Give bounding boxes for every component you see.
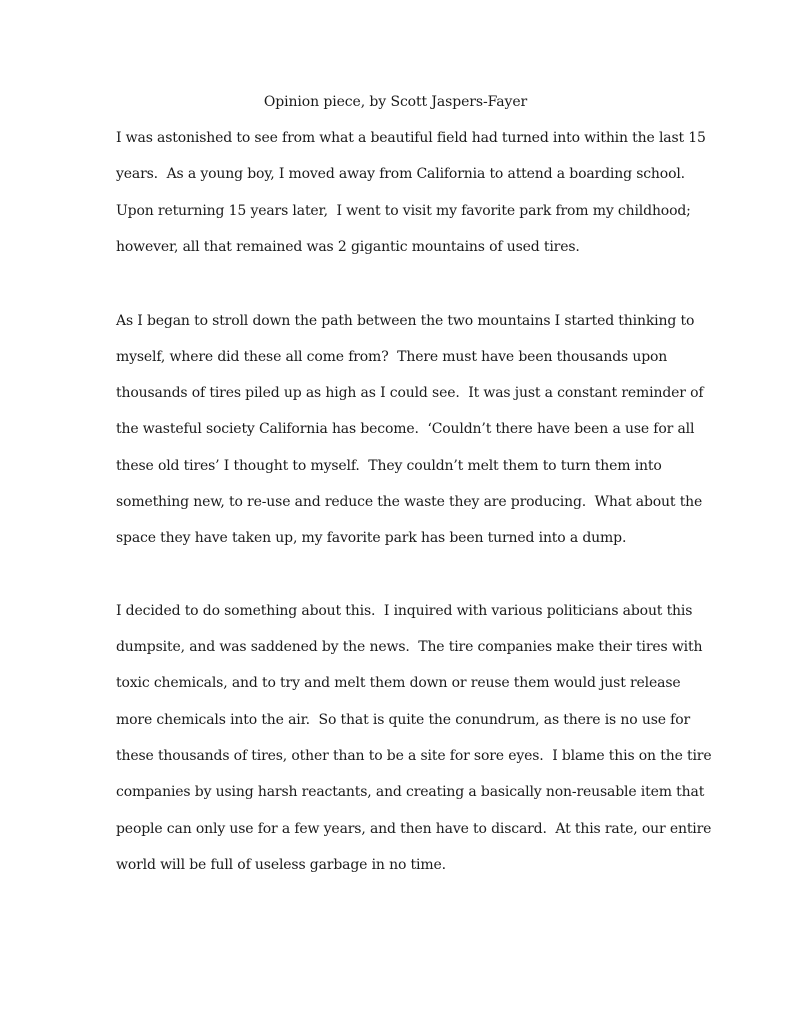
paragraph-1-line-4: however, all that remained was 2 gigantic mountains of used tires. — [116, 239, 580, 255]
paragraph-2-line-2: myself, where did these all come from? There must have been thousands upon — [116, 349, 668, 365]
paragraph-2-line-7: space they have taken up, my favorite park has been turned into a dump. — [116, 530, 627, 546]
paragraph-3-line-6: companies by using harsh reactants, and creating a basically non-reusable item that — [116, 784, 705, 800]
paragraph-1-line-1: I was astonished to see from what a beautiful field had turned into within the last 15 — [116, 130, 706, 146]
paragraph-1-line-3: Upon returning 15 years later, I went to visit my favorite park from my childhood; — [116, 203, 691, 219]
paragraph-2-line-6: something new, to re-use and reduce the waste they are producing. What about the — [116, 494, 703, 510]
paragraph-3-line-4: more chemicals into the air. So that is quite the conundrum, as there is no use for — [116, 712, 691, 728]
paragraph-2-line-4: the wasteful society California has become. ‘Couldn’t there have been a use for all — [116, 421, 695, 437]
paragraph-3-line-5: these thousands of tires, other than to be a site for sore eyes. I blame this on the tire — [116, 748, 712, 764]
paragraph-2-line-1: As I began to stroll down the path between the two mountains I started thinking to — [116, 313, 695, 329]
paragraph-3-line-8: world will be full of useless garbage in no time. — [116, 857, 446, 873]
paragraph-2-line-5: these old tires’ I thought to myself. They couldn’t melt them to turn them into — [116, 458, 662, 474]
paragraph-3-line-1: I decided to do something about this. I inquired with various politicians about this — [116, 603, 693, 619]
document-title: Opinion piece, by Scott Jaspers-Fayer — [263, 94, 528, 110]
paragraph-3-line-2: dumpsite, and was saddened by the news. The tire companies make their tires with — [116, 639, 703, 655]
paragraph-3-line-3: toxic chemicals, and to try and melt them down or reuse them would just release — [116, 675, 681, 691]
paragraph-2-line-3: thousands of tires piled up as high as I could see. It was just a constant reminder of — [116, 385, 704, 401]
paragraph-1-line-2: years. As a young boy, I moved away from California to attend a boarding school. — [116, 166, 685, 182]
paragraph-3-line-7: people can only use for a few years, and then have to discard. At this rate, our entire — [116, 821, 712, 837]
